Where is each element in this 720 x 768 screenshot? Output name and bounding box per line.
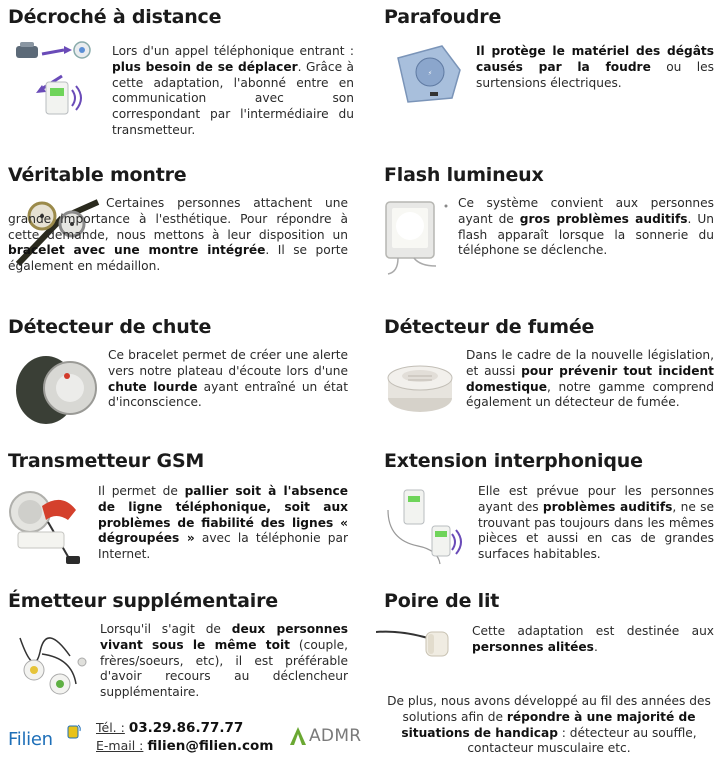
section-title: Détecteur de chute — [8, 316, 212, 338]
section-title: Parafoudre — [384, 6, 502, 28]
section-text: Il protège le matériel des dégâts causés par la foudre ou les surtensions électriques. — [476, 44, 715, 90]
surge-protector-image — [390, 38, 470, 110]
phone-number[interactable]: 03.29.86.77.77 — [128, 720, 244, 736]
section-text: Ce système convient aux personnes ayant de gros problèmes auditifs. Un flash apparaît lorsque la sonnerie du téléphone se déclenche. — [458, 196, 714, 258]
section-text: Lorsqu'il s'agit de deux personnes vivant sous le même toit (couple, frères/soeurs, etc), il est préférable d'avoir recours au déclencheur supplémentaire. — [100, 622, 348, 700]
flash-light-image — [384, 196, 450, 278]
phone-label: Tél. : — [96, 720, 125, 735]
section-montre — [8, 164, 356, 306]
section-title: Transmetteur GSM — [8, 450, 205, 472]
section-flash — [384, 164, 714, 306]
section-emetteur — [8, 590, 356, 714]
bed-pear-image — [376, 620, 466, 664]
footer-contact — [8, 715, 368, 765]
section-title: Détecteur de fumée — [384, 316, 595, 338]
section-parafoudre — [384, 6, 714, 156]
fall-detector-image — [12, 346, 100, 430]
filien-logo-icon — [66, 723, 82, 739]
section-title: Émetteur supplémentaire — [8, 590, 278, 612]
section-poire — [384, 590, 714, 690]
section-chute — [8, 316, 356, 446]
intercom-image — [384, 486, 470, 570]
section-interphonique — [384, 450, 714, 586]
section-text: Elle est prévue pour les personnes ayant des problèmes auditifs, ne se trouvant pas toujours dans les mêmes pièces et aussi en cas de grandes surfaces habitables. — [478, 484, 714, 562]
closing-paragraph: De plus, nous avons développé au fil des années des solutions afin de répondre à une majorité de situations de handicap : détecteur au souffle, contacteur musculaire etc. — [387, 694, 711, 756]
admr-logo: ADMR — [288, 725, 361, 747]
section-text: Cette adaptation est destinée aux personnes alitées. — [472, 624, 714, 654]
svg-text:⚡: ⚡ — [427, 70, 433, 77]
section-title: Extension interphonique — [384, 450, 643, 472]
contact-block — [96, 719, 273, 755]
smoke-detector-image — [384, 354, 456, 418]
section-text: Certaines personnes attachent une grande importance à l'esthétique. Pour répondre à cette demande, nous mettons à leur disposition un bracelet avec une montre intégrée. Il se porte également en médaillon. — [8, 196, 348, 274]
section-decroche — [8, 6, 356, 156]
email-label: E-mail : — [96, 738, 144, 753]
section-title: Poire de lit — [384, 590, 500, 612]
section-text: Ce bracelet permet de créer une alerte vers notre plateau d'écoute lors d'une chute lourde ayant entraîné un état d'inconscience. — [108, 348, 348, 410]
admr-logo-icon — [288, 725, 308, 747]
phone-transmitter-image — [12, 38, 100, 120]
section-title: Flash lumineux — [384, 164, 544, 186]
section-text: Lors d'un appel téléphonique entrant : plus besoin de se déplacer. Grâce à cette adaptation, l'abonné entre en communication avec son correspondant par l'intermédiaire du transmetteur. — [112, 44, 354, 137]
gsm-transmitter-image — [8, 482, 96, 568]
section-text: Dans le cadre de la nouvelle législation, et aussi pour prévenir tout incident domestique, notre gamme comprend également un détecteur de fumée. — [466, 348, 714, 410]
filien-logo: Filien — [8, 729, 53, 750]
email-link[interactable]: filien@filien.com — [147, 738, 274, 754]
pendant-transmitter-image — [12, 618, 96, 710]
section-gsm — [8, 450, 356, 586]
section-title: Décroché à distance — [8, 6, 222, 28]
section-fumee — [384, 316, 714, 446]
section-title: Véritable montre — [8, 164, 187, 186]
section-text: Il permet de pallier soit à l'absence de ligne téléphonique, soit aux problèmes de fiabilité des lignes « dégroupées » avec la téléphonie par Internet. — [98, 484, 348, 562]
